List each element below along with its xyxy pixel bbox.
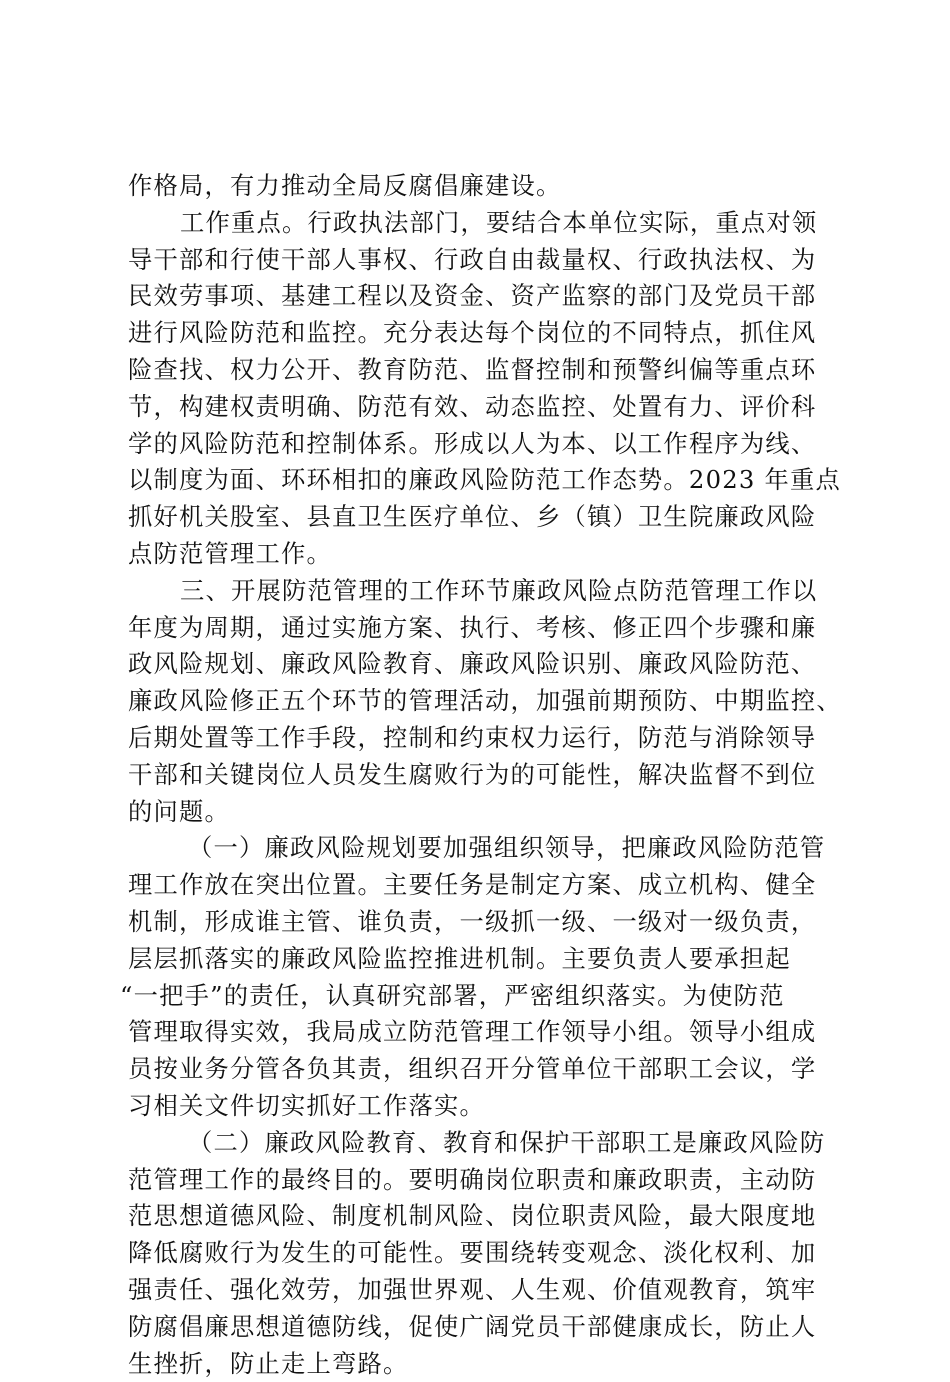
text-line: 防腐倡廉思想道德防线，促使广阔党员干部健康成长，防止人 bbox=[128, 1309, 828, 1346]
text-line: 理工作放在突出位置。主要任务是制定方案、成立机构、健全 bbox=[128, 867, 828, 904]
text-line: 的问题。 bbox=[128, 794, 828, 831]
text-line: 范管理工作的最终目的。要明确岗位职责和廉政职责，主动防 bbox=[128, 1162, 828, 1199]
text-line: 管理取得实效，我局成立防范管理工作领导小组。领导小组成 bbox=[128, 1014, 828, 1051]
text-line: 年度为周期，通过实施方案、执行、考核、修正四个步骤和廉 bbox=[128, 610, 828, 647]
text-line: 点防范管理工作。 bbox=[128, 536, 828, 573]
text-line: 民效劳事项、基建工程以及资金、资产监察的部门及党员干部 bbox=[128, 278, 828, 315]
text-line: 节，构建权责明确、防范有效、动态监控、处置有力、评价科 bbox=[128, 389, 828, 426]
paragraph-start-line: 工作重点。行政执法部门，要结合本单位实际，重点对领 bbox=[128, 205, 828, 242]
text-line: “一把手”的责任，认真研究部署，严密组织落实。为使防范 bbox=[120, 978, 828, 1015]
text-line: 生挫折，防止走上弯路。 bbox=[128, 1346, 828, 1382]
text-line: 学的风险防范和控制体系。形成以人为本、以工作程序为线、 bbox=[128, 426, 828, 463]
text-line: 后期处置等工作手段，控制和约束权力运行，防范与消除领导 bbox=[128, 720, 828, 757]
text-line: 作格局，有力推动全局反腐倡廉建设。 bbox=[128, 168, 828, 205]
text-line: 降低腐败行为发生的可能性。要围绕转变观念、淡化权利、加 bbox=[128, 1235, 828, 1272]
text-line: 强责任、强化效劳，加强世界观、人生观、价值观教育，筑牢 bbox=[128, 1272, 828, 1309]
text-line: 廉政风险修正五个环节的管理活动，加强前期预防、中期监控、 bbox=[128, 683, 828, 720]
text-line: 干部和关键岗位人员发生腐败行为的可能性，解决监督不到位 bbox=[128, 757, 828, 794]
text-line: 险查找、权力公开、教育防范、监督控制和预警纠偏等重点环 bbox=[128, 352, 828, 389]
text-line: 机制，形成谁主管、谁负责，一级抓一级、一级对一级负责， bbox=[128, 904, 828, 941]
text-line: 进行风险防范和监控。充分表达每个岗位的不同特点，抓住风 bbox=[128, 315, 828, 352]
paragraph-start-line: （二）廉政风险教育、教育和保护干部职工是廉政风险防 bbox=[128, 1125, 828, 1162]
text-line: 以制度为面、环环相扣的廉政风险防范工作态势。2023 年重点 bbox=[128, 462, 828, 499]
text-line: 抓好机关股室、县直卫生医疗单位、乡（镇）卫生院廉政风险 bbox=[128, 499, 828, 536]
text-line: 政风险规划、廉政风险教育、廉政风险识别、廉政风险防范、 bbox=[128, 646, 828, 683]
text-line: 导干部和行使干部人事权、行政自由裁量权、行政执法权、为 bbox=[128, 242, 828, 279]
document-body bbox=[128, 168, 828, 1382]
text-line: 范思想道德风险、制度机制风险、岗位职责风险，最大限度地 bbox=[128, 1198, 828, 1235]
text-line: 员按业务分管各负其责，组织召开分管单位干部职工会议，学 bbox=[128, 1051, 828, 1088]
paragraph-start-line: 三、开展防范管理的工作环节廉政风险点防范管理工作以 bbox=[128, 573, 828, 610]
paragraph-start-line: （一）廉政风险规划要加强组织领导，把廉政风险防范管 bbox=[128, 830, 828, 867]
text-line: 习相关文件切实抓好工作落实。 bbox=[128, 1088, 828, 1125]
text-line: 层层抓落实的廉政风险监控推进机制。主要负责人要承担起 bbox=[128, 941, 828, 978]
